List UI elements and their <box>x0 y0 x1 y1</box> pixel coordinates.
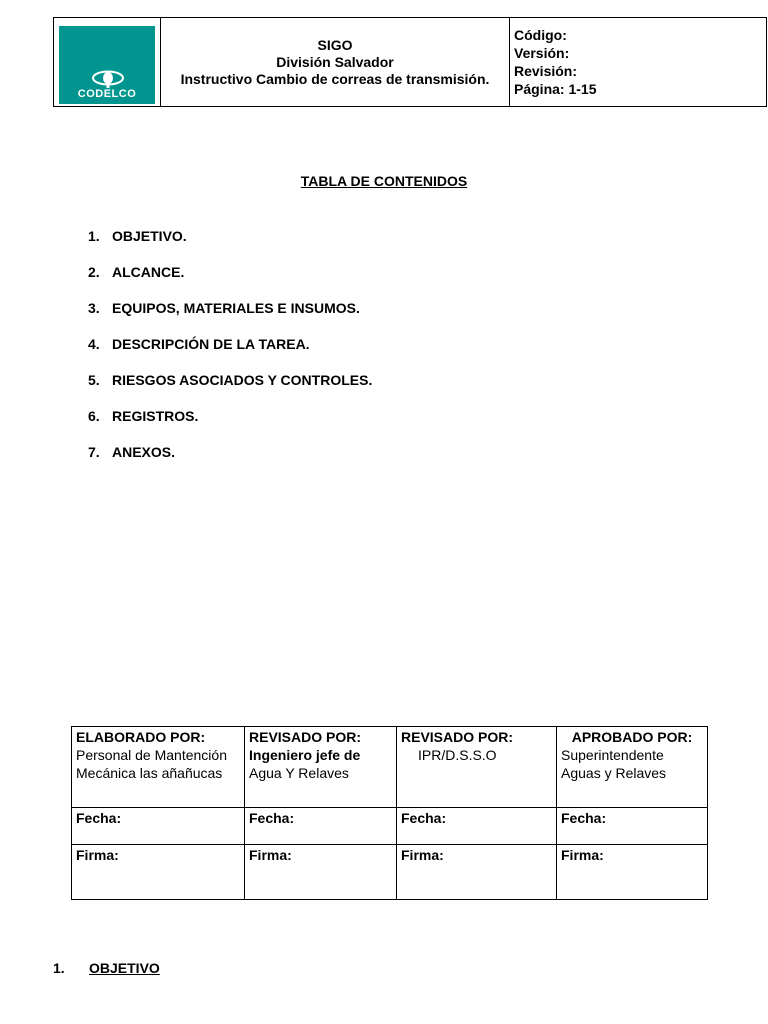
toc-item-number: 6. <box>88 408 100 424</box>
toc-item-label: DESCRIPCIÓN DE LA TAREA. <box>112 336 310 352</box>
section-title: OBJETIVO <box>89 960 160 976</box>
revisado1-header: REVISADO POR: <box>249 729 362 745</box>
elaborado-line2: Mecánica las añañucas <box>76 765 223 781</box>
toc-item-number: 4. <box>88 336 100 352</box>
fecha-field[interactable]: Fecha: <box>557 808 708 845</box>
aprobado-header: APROBADO POR: <box>571 729 693 745</box>
toc-item[interactable] <box>88 263 372 299</box>
revisado1-line2: Agua Y Relaves <box>249 765 349 781</box>
fecha-field[interactable]: Fecha: <box>397 808 557 845</box>
version-label: Versión: <box>514 45 570 61</box>
toc-item[interactable] <box>88 299 372 335</box>
firma-field[interactable]: Firma: <box>72 845 245 900</box>
firma-field[interactable]: Firma: <box>245 845 397 900</box>
fecha-field[interactable]: Fecha: <box>72 808 245 845</box>
toc-title: TABLA DE CONTENIDOS <box>300 173 468 189</box>
revisado1-line1: Ingeniero jefe de <box>249 747 361 763</box>
toc-item-label: OBJETIVO. <box>112 228 187 244</box>
division-name: División Salvador <box>276 53 394 70</box>
toc-item-number: 2. <box>88 264 100 280</box>
elaborado-cell <box>72 727 245 808</box>
aprobado-line1: Superintendente <box>561 747 664 763</box>
toc-item[interactable] <box>88 407 372 443</box>
toc-item[interactable] <box>88 227 372 263</box>
codelco-logo <box>59 26 155 104</box>
approval-table <box>71 726 708 900</box>
page-number: Página: 1-15 <box>514 81 597 97</box>
aprobado-line2: Aguas y Relaves <box>561 765 667 781</box>
aprobado-cell <box>557 727 708 808</box>
revisado1-cell <box>245 727 397 808</box>
system-name: SIGO <box>317 36 353 53</box>
document-info-cell <box>510 18 767 107</box>
revisado2-line1: IPR/D.S.S.O <box>418 747 497 763</box>
firma-field[interactable]: Firma: <box>397 845 557 900</box>
toc-item-label: EQUIPOS, MATERIALES E INSUMOS. <box>112 300 360 316</box>
section-heading <box>53 960 160 976</box>
revisado2-cell <box>397 727 557 808</box>
fecha-field[interactable]: Fecha: <box>245 808 397 845</box>
toc-item-label: RIESGOS ASOCIADOS Y CONTROLES. <box>112 372 373 388</box>
toc-item-number: 3. <box>88 300 100 316</box>
toc-item[interactable] <box>88 371 372 407</box>
elaborado-header: ELABORADO POR: <box>76 729 206 745</box>
toc-item[interactable] <box>88 335 372 371</box>
document-title: Instructivo Cambio de correas de transmisión. <box>180 70 490 87</box>
header-title-cell <box>161 18 510 107</box>
toc-item-label: ALCANCE. <box>112 264 185 280</box>
document-header <box>53 17 767 107</box>
toc-item-number: 7. <box>88 444 100 460</box>
revision-label: Revisión: <box>514 63 578 79</box>
firma-field[interactable]: Firma: <box>557 845 708 900</box>
codelco-emblem-icon <box>91 70 125 88</box>
toc-item-label: REGISTROS. <box>112 408 199 424</box>
toc-item-number: 1. <box>88 228 100 244</box>
table-of-contents <box>88 227 372 479</box>
logo-text: CODELCO <box>77 87 137 100</box>
logo-cell <box>54 18 161 107</box>
section-number: 1. <box>53 960 65 976</box>
revisado2-header: REVISADO POR: <box>401 729 514 745</box>
toc-item[interactable] <box>88 443 372 479</box>
toc-item-number: 5. <box>88 372 100 388</box>
elaborado-line1: Personal de Mantención <box>76 747 227 763</box>
codigo-label: Código: <box>514 27 567 43</box>
toc-item-label: ANEXOS. <box>112 444 176 460</box>
